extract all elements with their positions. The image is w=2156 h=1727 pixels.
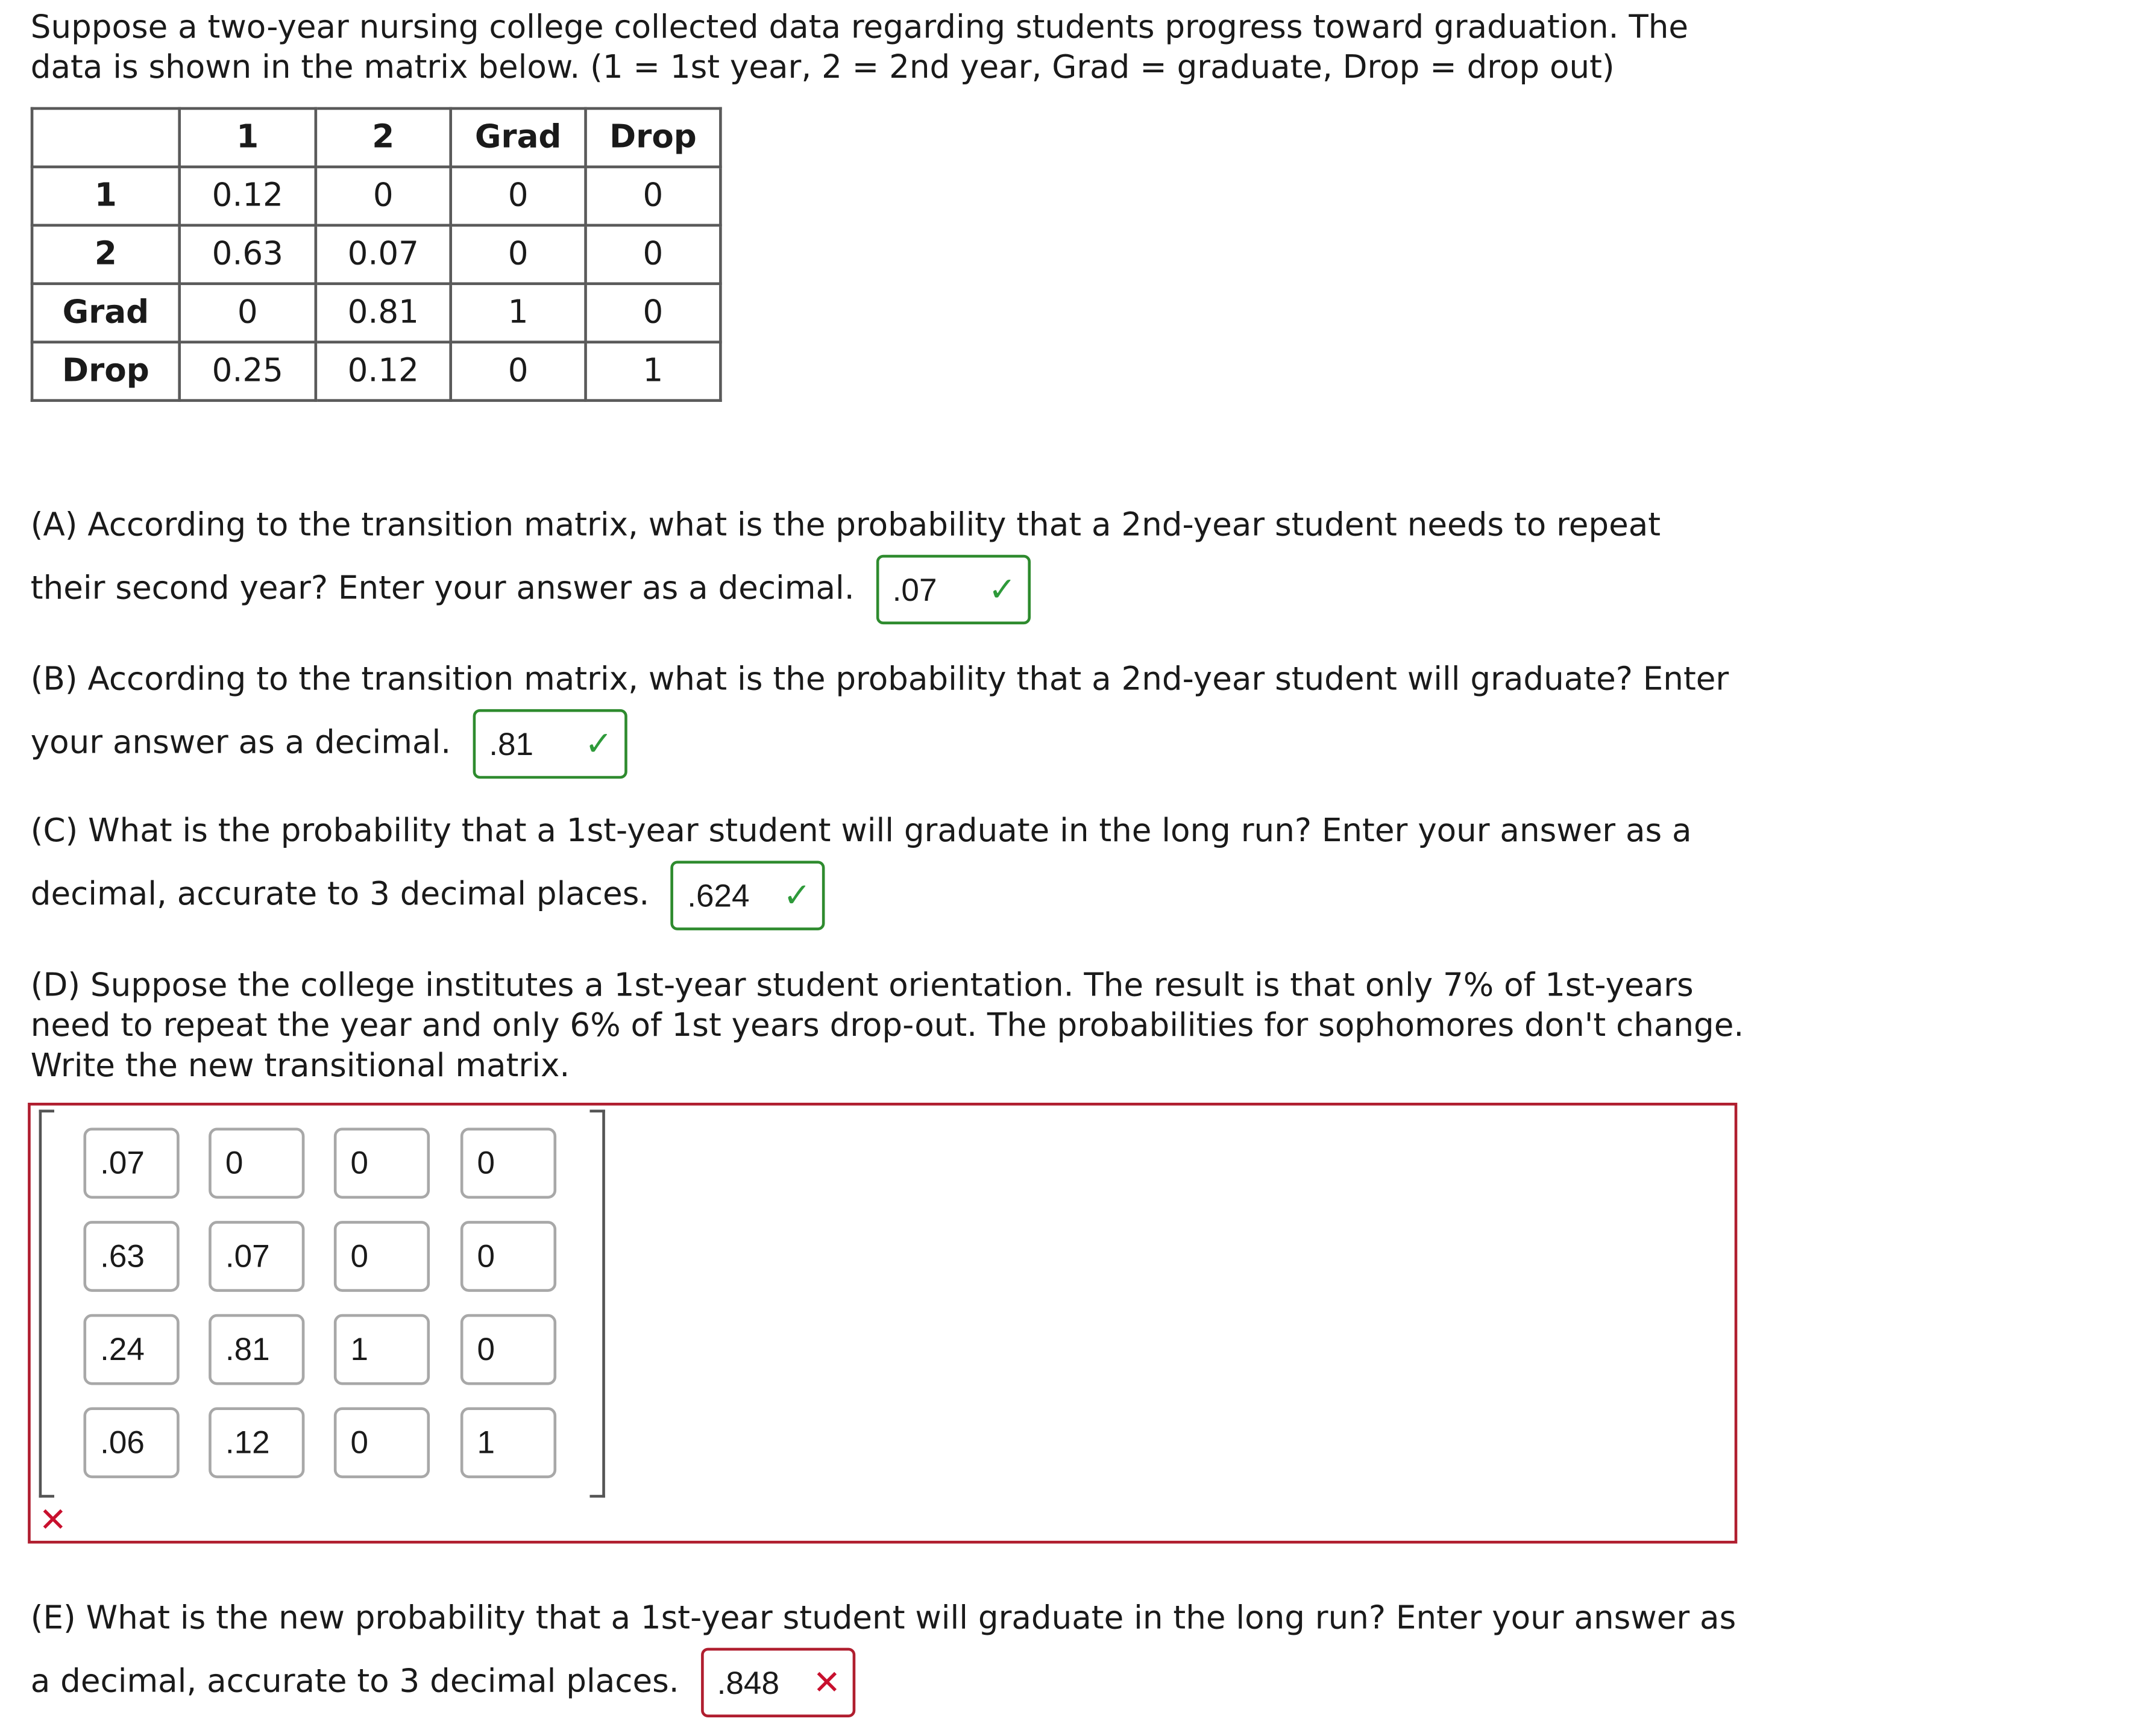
table-cell: 0 [451,342,586,401]
matrix-input-r4c1[interactable]: .06 [83,1407,179,1478]
table-cell: 0 [586,225,721,284]
question-c-line-2: decimal, accurate to 3 decimal places. [30,877,650,914]
table-cell: 0.07 [316,225,451,284]
answer-e-input[interactable] [700,1648,855,1717]
table-row [32,342,720,401]
question-e-line-1: (E) What is the new probability that a 1st-year student will graduate in the long run? Enter your answer as [30,1600,1736,1637]
intro-line-2: data is shown in the matrix below. (1 = 1st year, 2 = 2nd year, Grad = graduate, Drop = drop out) [30,50,1615,87]
matrix-input-r3c4[interactable]: 0 [460,1314,556,1385]
answer-e-value: .848 [717,1664,779,1701]
table-cell: 0 [586,167,721,225]
question-a [31,498,1756,624]
table-row [32,167,720,225]
table-cell: 1 [586,342,721,401]
matrix-input-r2c2[interactable]: .07 [209,1221,304,1292]
question-b [31,652,1756,779]
table-cell: 0 [316,167,451,225]
table-header-cell: Drop [586,108,721,167]
table-header-cell: 1 [180,108,316,167]
table-cell: 0 [451,225,586,284]
table-row-header: Grad [32,284,180,342]
question-a-line-2: their second year? Enter your answer as a decimal. [30,571,855,607]
answer-b-value: .81 [489,726,534,762]
table-cell: 0.25 [180,342,316,401]
question-b-line-1: (B) According to the transition matrix, what is the probability that a 2nd-year student will graduate? Enter [30,662,1729,698]
matrix-input-r2c4[interactable]: 0 [460,1221,556,1292]
matrix-input-r1c1[interactable]: .07 [83,1128,179,1199]
question-e [31,1591,1756,1717]
intro-line-1: Suppose a two-year nursing college collected data regarding students progress toward graduation. The [30,10,1689,46]
intro-text [31,8,1688,89]
question-d-line-1: (D) Suppose the college institutes a 1st-year student orientation. The result is that only 7% of 1st-years [30,968,1694,1005]
answer-c-input[interactable] [671,860,825,930]
matrix-answer-box [28,1103,1737,1544]
matrix-input-r4c4[interactable]: 1 [460,1407,556,1478]
x-mark-icon: ✕ [812,1663,841,1702]
checkmark-icon: ✓ [585,724,613,763]
table-header-cell: 2 [316,108,451,167]
answer-a-value: .07 [892,571,937,608]
matrix-input-r1c2[interactable]: 0 [209,1128,304,1199]
table-cell: 0.12 [180,167,316,225]
table-cell: 0 [586,284,721,342]
table-header-cell [32,108,180,167]
left-bracket [39,1110,54,1498]
table-cell: 0 [451,167,586,225]
table-cell: 0.12 [316,342,451,401]
table-row-header: 1 [32,167,180,225]
question-e-line-2: a decimal, accurate to 3 decimal places. [30,1664,679,1700]
answer-c-value: .624 [687,877,750,914]
checkmark-icon: ✓ [783,876,811,915]
table-row-header: 2 [32,225,180,284]
matrix-input-r1c3[interactable]: 0 [334,1128,430,1199]
table-row [32,225,720,284]
matrix-input-r3c3[interactable]: 1 [334,1314,430,1385]
matrix-input-r3c2[interactable]: .81 [209,1314,304,1385]
table-cell: 0 [180,284,316,342]
question-d-line-3: Write the new transitional matrix. [30,1048,570,1085]
table-cell: 0.63 [180,225,316,284]
matrix-input-r2c1[interactable]: .63 [83,1221,179,1292]
matrix-input-r4c2[interactable]: .12 [209,1407,304,1478]
question-c [31,804,1756,930]
table-row [32,284,720,342]
transition-matrix-table [31,107,722,402]
table-header-row [32,108,720,167]
answer-a-input[interactable] [876,555,1030,624]
checkmark-icon: ✓ [988,570,1017,609]
answer-b-input[interactable] [473,709,627,779]
question-d-line-2: need to repeat the year and only 6% of 1st years drop-out. The probabilities for sophomores don't change. [30,1008,1744,1045]
matrix-input-r4c3[interactable]: 0 [334,1407,430,1478]
right-bracket [589,1110,605,1498]
matrix-input-r1c4[interactable]: 0 [460,1128,556,1199]
question-c-line-1: (C) What is the probability that a 1st-year student will graduate in the long run? Enter your answer as a [30,813,1692,850]
question-d [31,967,1744,1088]
question-b-line-2: your answer as a decimal. [30,725,451,762]
table-cell: 0.81 [316,284,451,342]
x-mark-icon: ✕ [39,1500,68,1540]
matrix-input-r3c1[interactable]: .24 [83,1314,179,1385]
table-header-cell: Grad [451,108,586,167]
table-cell: 1 [451,284,586,342]
question-a-line-1: (A) According to the transition matrix, what is the probability that a 2nd-year student needs to repeat [30,507,1661,544]
matrix-input-r2c3[interactable]: 0 [334,1221,430,1292]
table-row-header: Drop [32,342,180,401]
